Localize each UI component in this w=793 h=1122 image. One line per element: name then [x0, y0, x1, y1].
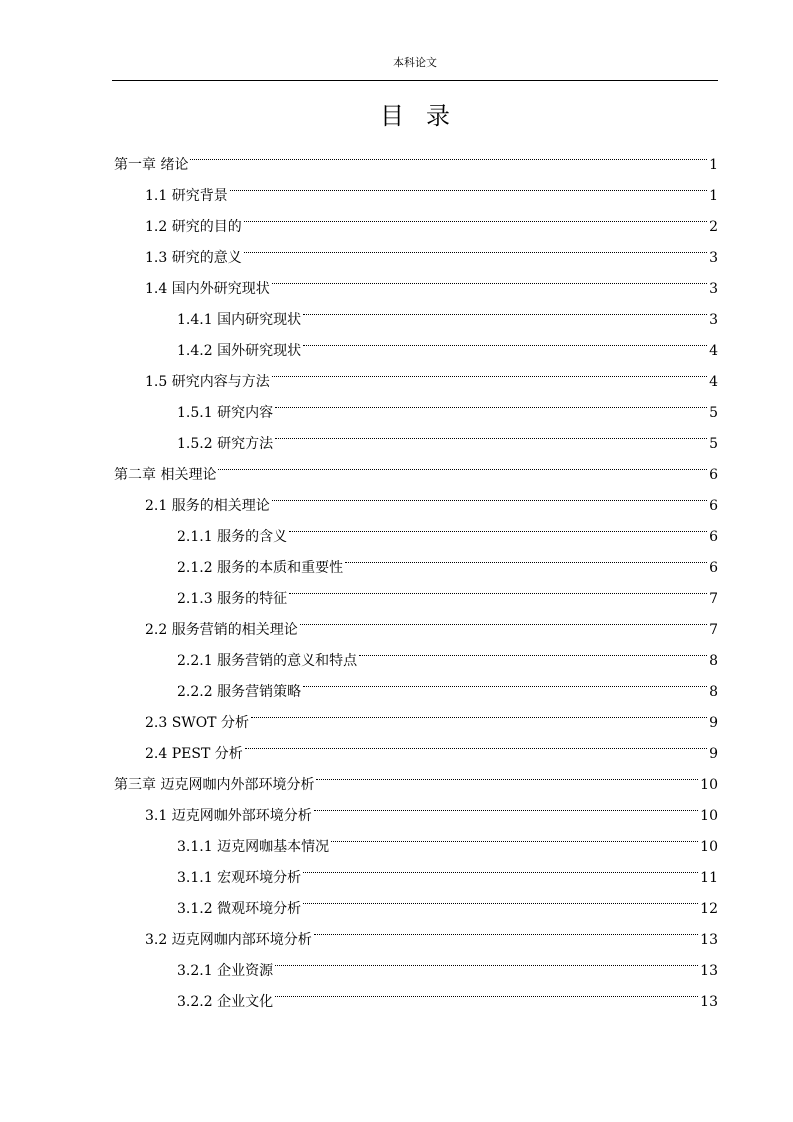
toc-entry-page-number: 6: [709, 560, 718, 576]
toc-entry-label: 3.2.2 企业文化: [177, 994, 274, 1010]
toc-entry-label: 第一章 绪论: [114, 157, 189, 173]
toc-dot-leader: [244, 200, 707, 231]
toc-entry-page-number: 7: [709, 591, 718, 607]
toc-entry-label: 1.1 研究背景: [145, 188, 228, 204]
toc-entry-label: 1.5.2 研究方法: [177, 436, 274, 452]
toc-entry-label: 2.4 PEST 分析: [145, 746, 243, 762]
toc-dot-leader: [275, 386, 707, 417]
toc-entry-label: 3.1.1 宏观环境分析: [177, 870, 302, 886]
toc-entry-page-number: 10: [700, 777, 718, 793]
toc-entry-page-number: 10: [700, 808, 718, 824]
toc-dot-leader: [244, 231, 707, 262]
toc-entry-label: 3.1.1 迈克网咖基本情况: [177, 839, 330, 855]
toc-entry-page-number: 1: [709, 157, 718, 173]
toc-entry-page-number: 10: [700, 839, 718, 855]
toc-entry-page-number: 4: [709, 343, 718, 359]
toc-dot-leader: [359, 634, 707, 665]
page-header: 本科论文: [393, 56, 437, 69]
toc-entry-page-number: 6: [709, 529, 718, 545]
toc-entry-label: 2.1.3 服务的特征: [177, 591, 288, 607]
toc-entry-page-number: 11: [700, 870, 718, 886]
toc-entry-label: 2.1 服务的相关理论: [145, 498, 270, 514]
toc-entry-label: 第三章 迈克网咖内外部环境分析: [114, 777, 315, 793]
toc-entry-page-number: 1: [709, 188, 718, 204]
table-of-contents: [112, 138, 718, 1010]
toc-dot-leader: [272, 355, 707, 386]
toc-entry-page-number: 5: [709, 436, 718, 452]
toc-dot-leader: [218, 448, 707, 479]
toc-entry-label: 1.4.1 国内研究现状: [177, 312, 302, 328]
toc-entry-label: 2.3 SWOT 分析: [145, 715, 249, 731]
toc-entry-page-number: 8: [709, 653, 718, 669]
toc-dot-leader: [275, 944, 698, 975]
toc-title: 目录: [380, 102, 472, 130]
toc-entry-label: 2.1.2 服务的本质和重要性: [177, 560, 344, 576]
toc-entry[interactable]: [112, 169, 718, 204]
toc-entry-page-number: 3: [709, 250, 718, 266]
toc-entry-page-number: 6: [709, 498, 718, 514]
toc-dot-leader: [190, 138, 707, 169]
toc-dot-leader: [331, 820, 698, 851]
toc-entry-label: 2.1.1 服务的含义: [177, 529, 288, 545]
toc-entry-page-number: 13: [700, 932, 718, 948]
toc-dot-leader: [300, 603, 707, 634]
toc-dot-leader: [303, 665, 707, 696]
toc-entry-page-number: 5: [709, 405, 718, 421]
toc-entry[interactable]: [112, 138, 718, 173]
toc-entry-page-number: 9: [709, 746, 718, 762]
toc-dot-leader: [303, 851, 698, 882]
toc-dot-leader: [303, 882, 698, 913]
toc-entry-label: 第二章 相关理论: [114, 467, 217, 483]
toc-dot-leader: [245, 727, 707, 758]
toc-entry-page-number: 8: [709, 684, 718, 700]
toc-entry-label: 1.5 研究内容与方法: [145, 374, 270, 390]
toc-dot-leader: [289, 510, 707, 541]
toc-dot-leader: [272, 262, 707, 293]
toc-entry-page-number: 6: [709, 467, 718, 483]
toc-entry-page-number: 12: [700, 901, 718, 917]
toc-entry-label: 1.3 研究的意义: [145, 250, 242, 266]
toc-dot-leader: [230, 169, 707, 200]
toc-entry-label: 1.2 研究的目的: [145, 219, 242, 235]
toc-entry-page-number: 4: [709, 374, 718, 390]
toc-entry-page-number: 3: [709, 281, 718, 297]
header-divider: [112, 80, 718, 81]
toc-entry-page-number: 13: [700, 994, 718, 1010]
toc-entry-label: 3.2.1 企业资源: [177, 963, 274, 979]
toc-entry-label: 1.5.1 研究内容: [177, 405, 274, 421]
toc-entry-label: 2.2 服务营销的相关理论: [145, 622, 298, 638]
toc-entry-page-number: 3: [709, 312, 718, 328]
toc-entry-label: 1.4.2 国外研究现状: [177, 343, 302, 359]
toc-entry-page-number: 2: [709, 219, 718, 235]
toc-dot-leader: [316, 758, 698, 789]
toc-dot-leader: [314, 789, 698, 820]
toc-entry-page-number: 13: [700, 963, 718, 979]
toc-dot-leader: [345, 541, 707, 572]
toc-dot-leader: [251, 696, 707, 727]
toc-dot-leader: [275, 975, 698, 1006]
toc-entry-label: 2.2.2 服务营销策略: [177, 684, 302, 700]
toc-dot-leader: [289, 572, 707, 603]
toc-entry-label: 3.2 迈克网咖内部环境分析: [145, 932, 312, 948]
toc-dot-leader: [275, 417, 707, 448]
toc-dot-leader: [272, 479, 707, 510]
toc-entry-page-number: 9: [709, 715, 718, 731]
toc-entry-label: 1.4 国内外研究现状: [145, 281, 270, 297]
toc-entry-label: 3.1.2 微观环境分析: [177, 901, 302, 917]
toc-entry-page-number: 7: [709, 622, 718, 638]
toc-dot-leader: [303, 324, 707, 355]
toc-entry-label: 2.2.1 服务营销的意义和特点: [177, 653, 358, 669]
toc-dot-leader: [314, 913, 698, 944]
toc-entry-label: 3.1 迈克网咖外部环境分析: [145, 808, 312, 824]
toc-dot-leader: [303, 293, 707, 324]
